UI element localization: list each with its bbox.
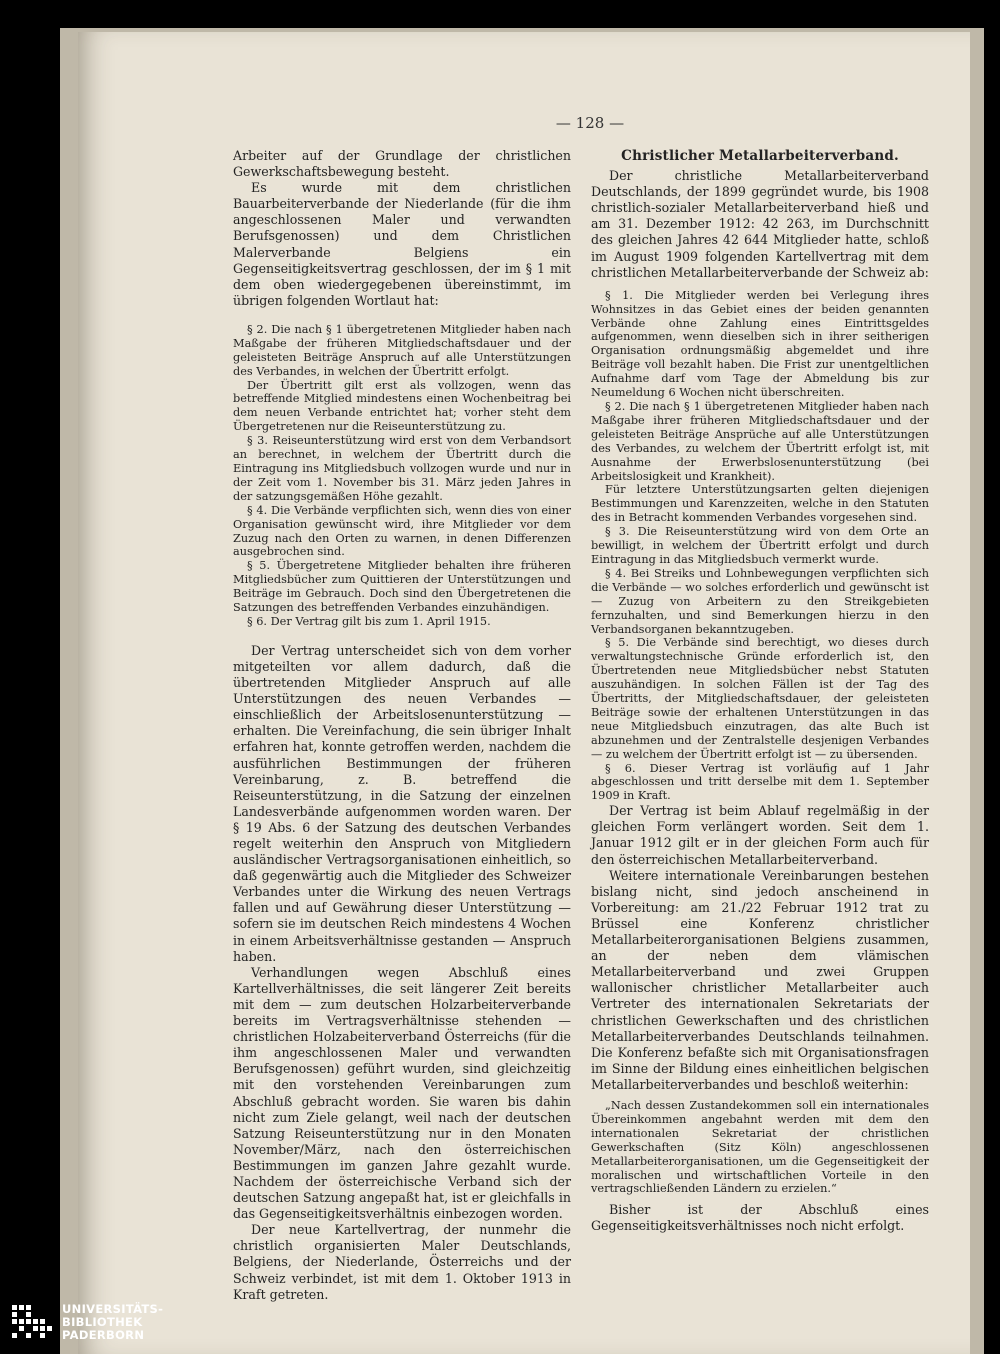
paragraph: Der Vertrag unterscheidet sich von dem vorher mitgeteilten vor allem dadurch, daß die übertretenden Mitglieder Anspruch auf alle Unterstützungen des neuen Verbandes — einschließlich der Arbeitslosenunterstützung — erhalten. Die Vereinfachung, die sein übriger Inhalt erfahren hat, konnte getroffen werden, nachdem die ausführlichen Bestimmungen der früheren Vereinbarung, z. B. betreffend die Reiseunterstützung, in die Satzung der einzelnen Landesverbände aufgenommen worden waren. Der § 19 Abs. 6 der Satzung des deutschen Verbandes regelt weiterhin den Anspruch von Mitgliedern ausländischer Vertragsorganisationen einheitlich, so daß gegenwärtig auch die Mitglieder des Schweizer Verbandes unter die Wirkung des neuen Vertrags fallen und auf Gewährung dieser Unterstützung — sofern sie im deutschen Reich mindestens 4 Wochen in einem Arbeitsverhältnisse gestanden — Anspruch haben. bbox=[233, 642, 571, 964]
clause: § 5. Die Verbände sind berechtigt, wo dieses durch verwaltungstechnische Gründe erforderlich ist, den Übertretenden neue Mitgliedsbücher nebst Statuten auszuhändigen. In solchen Fällen ist der Tag des Übertritts, der Mitgliedschaftsdauer, der geleisteten Beiträge sowie der erhaltenen Unterstützungen in das neue Mitgliedsbuch einzutragen, das alte Buch ist abzunehmen und der Zentralstelle desjenigen Verbandes — zu welchem der Übertritt erfolgt ist — zu übersenden. bbox=[591, 636, 929, 761]
paragraph: Bisher ist der Abschluß eines Gegenseitigkeitsverhältnisses noch nicht erfolgt. bbox=[591, 1202, 929, 1234]
quotation bbox=[591, 1099, 929, 1196]
clause: § 2. Die nach § 1 übergetretenen Mitglieder haben nach Maßgabe ihrer früheren Mitgliedschaftsdauer und der geleisteten Beiträge Ansprüche auf alle Unterstützungen des Verbandes, zu welchem der Übertritt erfolgt ist, mit Ausnahme der Erwerbslosenunterstützung (bei Arbeitslosigkeit und Krankheit). bbox=[591, 400, 929, 483]
clause: § 3. Reiseunterstützung wird erst von dem Verbandsort an berechnet, in welchem der Übertritt durch die Eintragung ins Mitgliedsbuch vollzogen wurde und nur in der Zeit vom 1. November bis 31. März jeden Jahres in der satzungsgemäßen Höhe gezahlt. bbox=[233, 434, 571, 503]
paragraph: Weitere internationale Vereinbarungen bestehen bislang nicht, sind jedoch anscheinend in Vorbereitung: am 21./22 Februar 1912 trat zu Brüssel eine Konferenz christlicher Metallarbeiterorganisationen Belgiens zusammen, an der neben dem vlämischen Metallarbeiterverband und zwei Gruppen wallonischer christlicher Metallarbeiter auch Vertreter des internationalen Sekretariats der christlichen Gewerkschaften und des christlichen Metallarbeiterverbandes Deutschlands teilnahmen. Die Konferenz befaßte sich mit Organisationsfragen im Sinne der Bildung eines einheitlichen belgischen Metallarbeiterverbandes und beschloß weiterhin: bbox=[591, 867, 929, 1092]
left-column bbox=[233, 148, 571, 1303]
library-emblem-icon bbox=[10, 1301, 54, 1345]
paragraph: Der Vertrag ist beim Ablauf regelmäßig in der gleichen Form verlängert worden. Seit dem 1. Januar 1912 gilt er in der gleichen Form auch für den österreichischen Metallarbeiterverband. bbox=[591, 803, 929, 867]
library-name: UNIVERSITÄTS- BIBLIOTHEK PADERBORN bbox=[62, 1302, 164, 1342]
clause: § 1. Die Mitglieder werden bei Verlegung ihres Wohnsitzes in das Gebiet eines der beiden genannten Verbände ohne Zahlung eines Eintrittsgeldes aufgenommen, wenn dieselben sich in ihrer seitherigen Organisation ordnungsmäßig abgemeldet und ihre Beiträge voll bezahlt haben. Die Frist zur unentgeltlichen Aufnahme darf vom Tage der Abmeldung bis zur Neumeldung 6 Wochen nicht überschreiten. bbox=[591, 288, 929, 400]
clause: § 4. Die Verbände verpflichten sich, wenn dies von einer Organisation gewünscht wird, ihre Mitglieder vor dem Zuzug nach den Orten zu warnen, in denen Differenzen ausgebrochen sind. bbox=[233, 503, 571, 559]
section-heading: Christlicher Metallarbeiterverband. bbox=[621, 148, 899, 164]
clause: § 5. Übergetretene Mitglieder behalten ihre früheren Mitgliedsbücher zum Quittieren der Unterstützungen und Beiträge im Gebrauch. Doch sind den Übergetretenen die Satzungen des betreffenden Verbandes einzuhändigen. bbox=[233, 559, 571, 615]
clause: Für letztere Unterstützungsarten gelten diejenigen Bestimmungen und Karenzzeiten, welche in den Statuten des in Betracht kommenden Verbandes vorgesehen sind. bbox=[591, 483, 929, 525]
paragraph: Verhandlungen wegen Abschluß eines Kartellverhältnisses, die seit längerer Zeit bereits mit dem — zum deutschen Holzarbeiterverbande bereits im Vertragsverhältnisse stehenden — christlichen Holzabeiterverband Österreichs (für die ihm angeschlossenen Maler und verwandten Berufsgenossen) geführt wurden, sind gleichzeitig mit den vorstehenden Vereinbarungen zum Abschluß gebracht worden. Sie waren bis dahin nicht zum Ziele gelangt, weil nach der deutschen Satzung Reiseunterstützung nur in den Monaten November/März, nach den österreichischen Bestimmungen im ganzen Jahre gezahlt wurde. Nachdem der österreichische Verband sich der deutschen Satzung angepaßt hat, ist er gleichfalls in das Gegenseitigkeitsverhältnis einbezogen worden. bbox=[233, 964, 571, 1222]
paragraph: Es wurde mit dem christlichen Bauarbeiterverbande der Niederlande (für die ihm angeschlossenen Maler und verwandten Berufsgenossen) und dem Christlichen Malerverbande Belgiens ein Gegenseitigkeitsvertrag geschlossen, der im § 1 mit dem oben wiedergegebenen übereinstimmt, im übrigen folgenden Wortlaut hat: bbox=[233, 180, 571, 308]
page-number: — 128 — bbox=[555, 114, 625, 132]
clause: § 6. Dieser Vertrag ist vorläufig auf 1 Jahr abgeschlossen und tritt derselbe mit dem 1. September 1909 in Kraft. bbox=[591, 761, 929, 803]
clause: § 3. Die Reiseunterstützung wird von dem Orte an bewilligt, in welchem der Übertritt erfolgt und durch Eintragung in das Mitgliedsbuch vermerkt wurde. bbox=[591, 525, 929, 566]
paragraph: Arbeiter auf der Grundlage der christlichen Gewerkschaftsbewegung besteht. bbox=[233, 148, 571, 180]
paragraph: Der christliche Metallarbeiterverband Deutschlands, der 1899 gegründet wurde, bis 1908 christlich-sozialer Metallarbeiterverband hieß und am 31. Dezember 1912: 42 263, im Durchschnitt des gleichen Jahres 42 644 Mitglieder hatte, schloß im August 1909 folgenden Kartellvertrag mit dem christlichen Metallarbeiterverbande der Schweiz ab: bbox=[591, 168, 929, 280]
contract-clauses bbox=[591, 289, 929, 804]
clause: § 4. Bei Streiks und Lohnbewegungen verpflichten sich die Verbände — wo solches erforderlich und gewünscht ist — Zuzug von Arbeitern zu den Streikgebieten fernzuhalten, und sind Bemerkungen hierzu in den Verbandsorganen bekanntzugeben. bbox=[591, 566, 929, 636]
clause: § 6. Der Vertrag gilt bis zum 1. April 1915. bbox=[247, 614, 491, 628]
quote-text: „Nach dessen Zustandekommen soll ein internationales Übereinkommen angebahnt werden mit dem den internationalen Sekretariat der christlichen Gewerkschaften (Sitz Köln) angeschlossenen Metallarbeiterorganisationen, um die Gegenseitigkeit der moralischen und wirtschaftlichen Vorteile in den vertragschließenden Ländern zu erzielen.“ bbox=[591, 1098, 929, 1196]
clause: Der Übertritt gilt erst als vollzogen, wenn das betreffende Mitglied mindestens einen Wochenbeitrag bei dem neuen Verbande entrichtet hat; vorher steht dem Übergetretenen nur die Reiseunterstützung zu. bbox=[233, 378, 571, 434]
right-column bbox=[591, 148, 929, 1235]
contract-clauses bbox=[233, 323, 571, 629]
clause: § 2. Die nach § 1 übergetretenen Mitglieder haben nach Maßgabe der früheren Mitgliedschaftsdauer und der geleisteten Beiträge Anspruch auf alle Unterstützungen des Verbandes, in welchen der Übertritt erfolgt. bbox=[233, 322, 571, 378]
paragraph: Der neue Kartellvertrag, der nunmehr die christlich organisierten Maler Deutschlands, Belgiens, der Niederlande, Österreichs und der Schweiz verbindet, ist mit dem 1. Oktober 1913 in Kraft getreten. bbox=[233, 1222, 571, 1302]
library-logo bbox=[10, 1299, 230, 1347]
